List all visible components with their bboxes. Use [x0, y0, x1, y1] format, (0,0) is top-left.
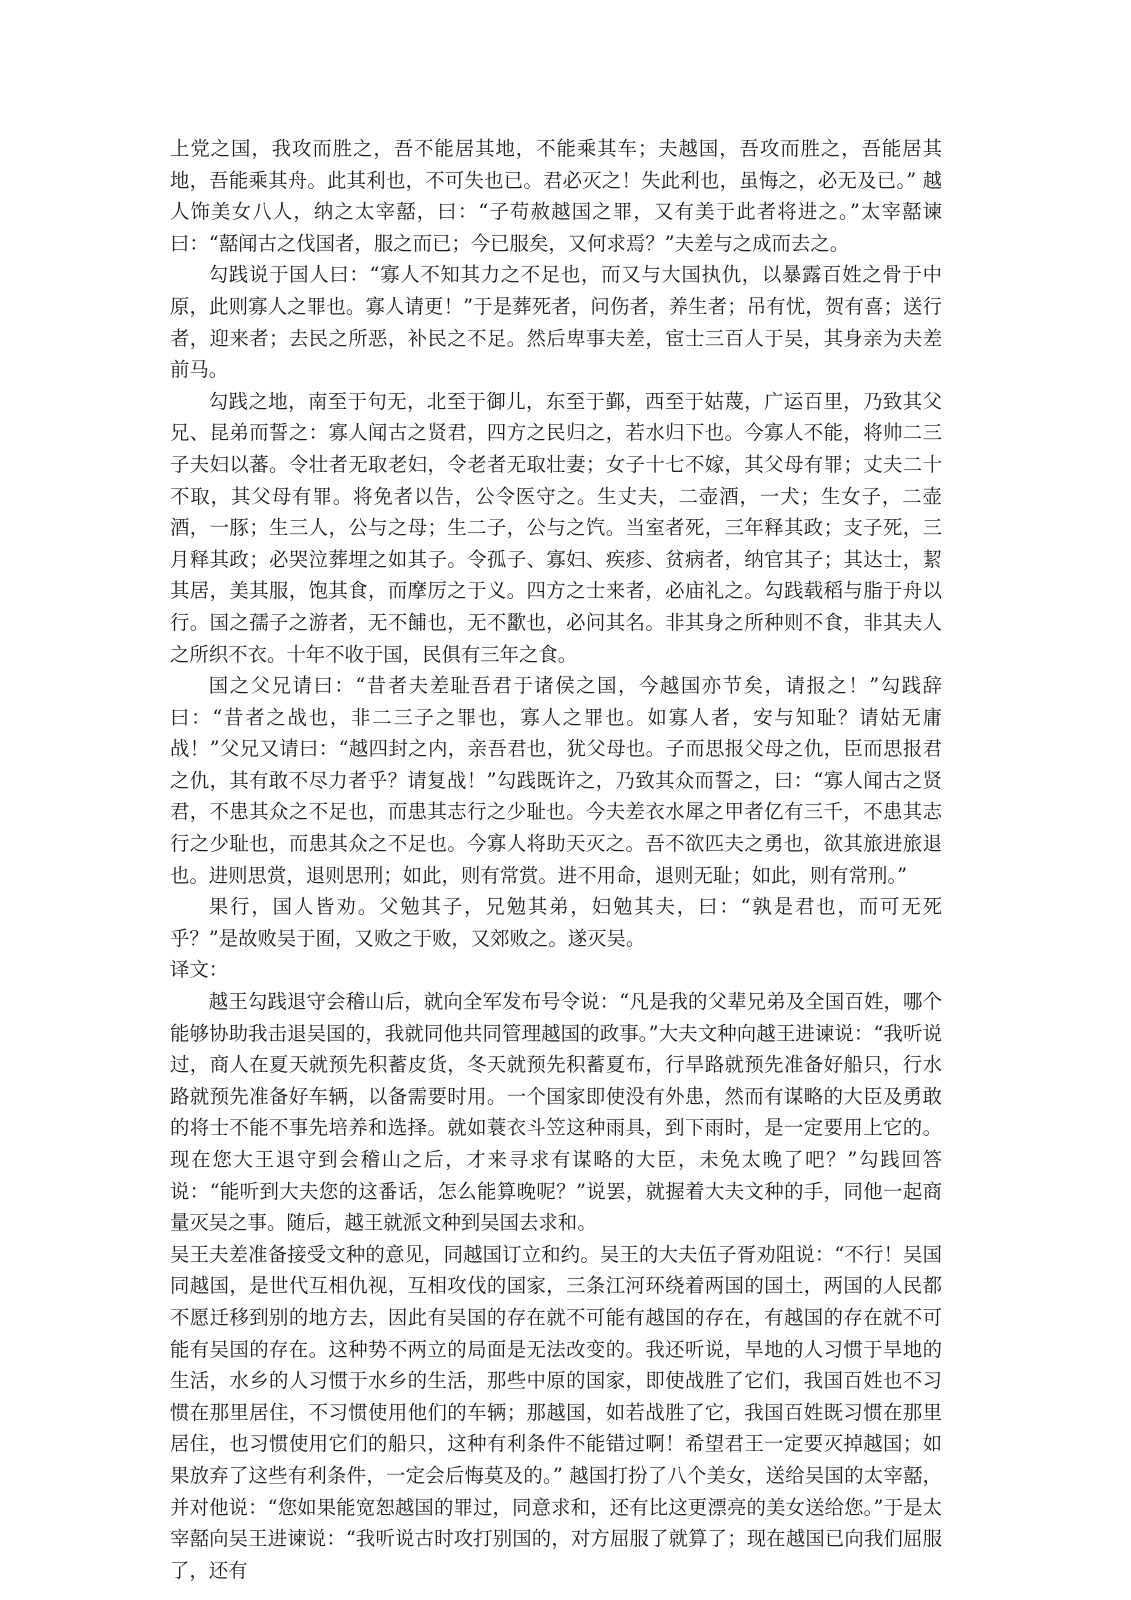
paragraph-3: 勾践之地，南至于句无，北至于御儿，东至于鄞，西至于姑蔑，广运百里，乃致其父兄、昆弟而誓之：寡人闻古之贤君，四方之民归之，若水归下也。今寡人不能，将帅二三子夫妇以蕃。令壮者无取老妇，令老者无取壮妻；女子十七不嫁，其父母有罪；丈夫二十不取，其父母有罪。将免者以告，公令医守之。生丈夫，二壶酒，一犬；生女子，二壶酒，一豚；生三人，公与之母；生二子，公与之饩。当室者死，三年释其政；支子死，三月释其政；必哭泣葬埋之如其子。令孤子、寡妇、疾疹、贫病者，纳官其子；其达士，絜其居，美其服，饱其食，而摩厉之于义。四方之士来者，必庙礼之。勾践载稻与脂于舟以行。国之孺子之游者，无不餔也，无不歠也，必问其名。非其身之所种则不食，非其夫人之所织不衣。十年不收于国，民俱有三年之食。 — [170, 389, 942, 666]
paragraph-4: 国之父兄请曰：“昔者夫差耻吾君于诸侯之国，今越国亦节矣，请报之！”勾践辞曰：“昔者之战也，非二三子之罪也，寡人之罪也。如寡人者，安与知耻？请姑无庸战！”父兄又请曰：“越四封之内，亲吾君也，犹父母也。子而思报父母之仇，臣而思报君之仇，其有敢不尽力者乎？请复战！”勾践既许之，乃致其众而誓之，曰：“寡人闻古之贤君，不患其众之不足也，而患其志行之少耻也。今夫差衣水犀之甲者亿有三千，不患其志行之少耻也，而患其众之不足也。今寡人将助天灭之。吾不欲匹夫之勇也，欲其旅进旅退也。进则思赏，退则思刑；如此，则有常赏。进不用命，退则无耻；如此，则有常刑。” — [170, 674, 942, 887]
translation-heading: 译文： — [170, 958, 229, 982]
document-page — [170, 133, 942, 1586]
paragraph-5: 果行，国人皆劝。父勉其子，兄勉其弟，妇勉其夫，曰：“孰是君也，而可无死乎？”是故败吴于囿，又败之于败，又郊败之。遂灭吴。 — [170, 895, 942, 950]
translation-paragraph-1: 越王勾践退守会稽山后，就向全军发布号令说：“凡是我的父辈兄弟及全国百姓，哪个能够协助我击退吴国的，我就同他共同管理越国的政事。”大夫文种向越王进谏说：“我听说过，商人在夏天就预先积蓄皮货，冬天就预先积蓄夏布，行旱路就预先准备好船只，行水路就预先准备好车辆，以备需要时用。一个国家即使没有外患，然而有谋略的大臣及勇敢的将士不能不事先培养和选择。就如蓑衣斗笠这种雨具，到下雨时，是一定要用上它的。现在您大王退守到会稽山之后，才来寻求有谋略的大臣，未免太晚了吧？”勾践回答说：“能听到大夫您的这番话，怎么能算晚呢？”说罢，就握着大夫文种的手，同他一起商量灭吴之事。随后，越王就派文种到吴国去求和。 — [170, 990, 942, 1235]
paragraph-1: 上党之国，我攻而胜之，吾不能居其地，不能乘其车；夫越国，吾攻而胜之，吾能居其地，吾能乘其舟。此其利也，不可失也已。君必灭之！失此利也，虽悔之，必无及已。” 越人饰美女八人，纳之太宰嚭，曰：“子苟赦越国之罪，又有美于此者将进之。”太宰嚭谏曰：“嚭闻古之伐国者，服之而已；今已服矣，又何求焉？”夫差与之成而去之。 — [170, 137, 942, 255]
paragraph-2: 勾践说于国人曰：“寡人不知其力之不足也，而又与大国执仇，以暴露百姓之骨于中原，此则寡人之罪也。寡人请更！”于是葬死者，问伤者，养生者；吊有忧，贺有喜；送行者，迎来者；去民之所恶，补民之不足。然后卑事夫差，宦士三百人于吴，其身亲为夫差前马。 — [170, 263, 942, 382]
translation-paragraph-2: 吴王夫差准备接受文种的意见，同越国订立和约。吴王的大夫伍子胥劝阻说：“不行！吴国同越国，是世代互相仇视，互相攻伐的国家，三条江河环绕着两国的国土，两国的人民都不愿迁移到别的地方去，因此有吴国的存在就不可能有越国的存在，有越国的存在就不可能有吴国的存在。这种势不两立的局面是无法改变的。我还听说，旱地的人习惯于旱地的生活，水乡的人习惯于水乡的生活，那些中原的国家，即使战胜了它们，我国百姓也不习惯在那里居住，不习惯使用他们的车辆；那越国，如若战胜了它，我国百姓既习惯在那里居住，也习惯使用它们的船只，这种有利条件不能错过啊！希望君王一定要灭掉越国；如果放弃了这些有利条件，一定会后悔莫及的。” 越国打扮了八个美女，送给吴国的太宰嚭，并对他说：“您如果能宽恕越国的罪过，同意求和，还有比这更漂亮的美女送给您。”于是太宰嚭向吴王进谏说：“我听说古时攻打别国的，对方屈服了就算了；现在越国已向我们屈服了，还有 — [170, 1242, 942, 1582]
